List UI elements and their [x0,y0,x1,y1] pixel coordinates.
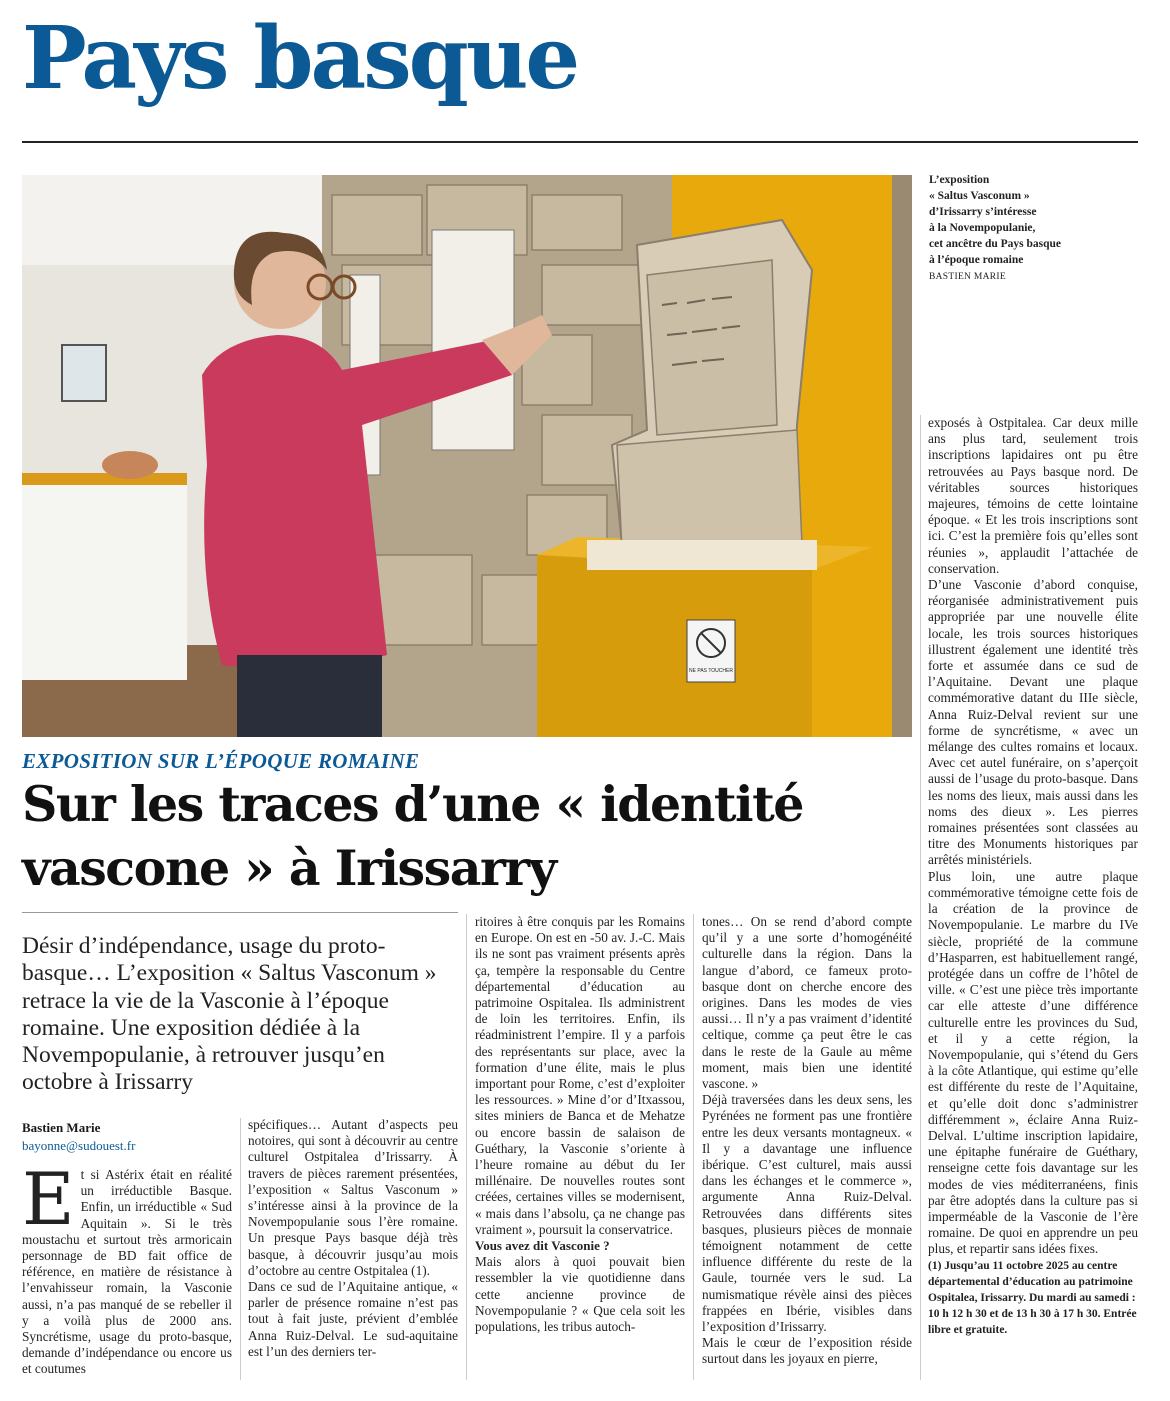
standfirst-rule [22,912,458,913]
byline-author: Bastien Marie [22,1120,101,1135]
no-touch-sign: NE PAS TOUCHER [689,668,733,674]
body-column-4 [702,914,912,1368]
column-divider [920,415,921,1380]
body-paragraph: D’une Vasconie d’abord conquise, réorganisée administrativement puis appropriée par une nouvelle élite locale, les trois sources historiques illustrent également une identité très forte et assumée dans ce sud de l’Aquitaine. Devant une plaque commémorative datant du IIIe siècle, Anna Ruiz-Delval revient sur une forme de syncrétisme, « avec un mélange des cultes romains et locaux. Avec cet autel funéraire, on s’aperçoit aussi de l’usage du proto-basque. Dans les noms des lieux, mais aussi dans les noms des dieux ». Les pierres romaines présentées sont classées au titre des Monuments historiques par arrêtés ministériels. [928,577,1138,868]
column-divider [693,914,694,1380]
body-paragraph: Mais le cœur de l’exposition réside surtout dans les joyaux en pierre, [702,1335,912,1367]
drop-cap: E [22,1157,75,1241]
body-paragraph: exposés à Ostpitalea. Car deux mille ans plus tard, seulement trois inscriptions lapidaires ont pu être retrouvées au Pays basque nord. De véritables sources historiques majeures, témoins de cette lointaine époque. « Et les trois inscriptions sont ici. C’est la première fois qu’elles sont réunies », applaudit l’attachée de conservation. [928,415,1138,576]
practical-info-footnote: (1) Jusqu’au 11 octobre 2025 au centre départemental d’éducation au patrimoine Ospitalea, Irissarry. Du mardi au samedi : 10 h 12 h 30 et de 13 h 30 à 17 h 30. Entrée libre et gratuite. [928,1259,1137,1336]
column-divider [466,914,467,1380]
caption-line: à l’époque romaine [929,254,1024,266]
body-paragraph: t si Astérix était en réalité un irréductible Basque. Enfin, un irréductible « Sud Aquitain ». Si le très moustachu et surtout très armoricain personnage de BD fait office de référence, en matière de résistance à l’envahisseur romain, la Vasconie aussi, n’a pas manqué de se rebeller il y a voilà plus de 2000 ans. Syncrétisme, usage du proto-basque, demande d’indépendance ou encore us et coutumes [22,1167,232,1377]
body-column-2 [248,1117,458,1360]
standfirst: Désir d’indépendance, usage du proto-basque… L’exposition « Saltus Vasconum » retrace la vie de la Vasconie à l’époque romaine. Une exposition dédiée à la Novempopulanie, à retrouver jusqu’en octobre à Irissarry [22,933,437,1096]
body-paragraph: Déjà traversées dans les deux sens, les Pyrénées ne forment pas une frontière entre les deux versants montagneux. « Il y a davantage une influence ibérique. C’est culturel, mais aussi dans les échanges et le commerce », argumente Anna Ruiz-Delval. Retrouvées dans différents sites basques, plusieurs pièces de monnaie témoignent notamment de cette influence différente du reste de la Gaule, tournée vers le sud. La numismatique révèle ainsi des pièces frappées en Ibérie, visibles dans l’exposition d’Irissarry. [702,1092,912,1335]
column-divider [240,1118,241,1380]
body-paragraph: Dans ce sud de l’Aquitaine antique, « parler de présence romaine n’est pas tout à fait juste, prévient d’emblée Anna Ruiz-Delval. Le sud-aquitaine est l’un des derniers ter- [248,1279,458,1359]
caption-line: « Saltus Vasconum » [929,190,1030,202]
section-title: Pays basque [22,8,578,109]
caption-line: L’exposition [929,174,990,186]
body-column-1 [22,1157,232,1378]
headline [22,772,922,900]
headline-line-2: vascone » à Irissarry [22,839,556,897]
body-column-5 [928,415,1138,1338]
header-rule [22,141,1138,143]
body-paragraph: ritoires à être conquis par les Romains en Europe. On est en -50 av. J.-C. Mais ils ne sont pas vraiment présents après ça, tempère la responsable du Centre départemental d’éducation au patrimoine Ospitalea. Ils administrent de loin les territoires. Enfin, ils réadministrent l’empire. Il y a parfois des représentants sur place, avec la formation d’une élite, mais le plus important pour Rome, c’est d’exploiter les ressources. » Mine d’or d’Itxassou, sites miniers de Banca et de Mehatze ou encore bassin de salaison de Guéthary, la Vasconie s’oriente à l’heure romaine au début du Ier millénaire. De nouvelles routes sont créées, certaines villes se modernisent, « mais dans l’absolu, ça ne change pas vraiment », poursuit la conservatrice. [475,914,685,1237]
headline-line-1: Sur les traces d’une « identité [22,775,803,833]
subheading: Vous avez dit Vasconie ? [475,1238,610,1254]
caption-line: à la Novempopulanie, [929,222,1036,234]
byline-email[interactable]: bayonne@sudouest.fr [22,1138,136,1153]
photo-credit: BASTIEN MARIE [929,272,1006,282]
article-photo [22,175,912,737]
body-paragraph: spécifiques… Autant d’aspects peu notoires, qui sont à découvrir au centre culturel Ostpitalea d’Irissarry. À travers de pièces rarement présentées, l’exposition « Saltus Vasconum » s’intéresse ainsi à la province de la Novempopulanie sous l’ère romaine. Un presque Pays basque déjà très basque, à découvrir jusqu’au mois d’octobre au centre Ostpitalea (1). [248,1117,458,1278]
body-paragraph: Mais alors à quoi pouvait bien ressembler la vie quotidienne dans cette ancienne province de Novempopulanie ? « Que cela soit les populations, les tribus autoch- [475,1254,685,1335]
body-column-3 [475,914,685,1335]
photo-caption [929,172,1129,285]
body-paragraph: tones… On se rend d’abord compte qu’il y a une sorte d’homogénéité culturelle dans la région. Dans la langue d’abord, ce fameux proto-basque dont on cherche encore des origines. Dans les modes de vies aussi… Il n’y a pas vraiment d’identité celtique, comme ça peut être le cas dans le reste de la Gaule au même moment, mais bien une identité vascone. » [702,914,912,1092]
body-paragraph: Plus loin, une autre plaque commémorative témoigne cette fois de la création de la province de Novempopulanie. Le marbre du IVe siècle, propriété de la commune d’Hasparren, est habituellement rangé, protégée dans un coffre de l’hôtel de ville. « C’est une pièce très importante car elle atteste d’une différence culturelle entre les provinces du Sud, et il y a cette région, la Novempopulanie, qui s’étend du Gers à la côte Atlantique, qui estime qu’elle est différente du reste de l’Aquitaine, et qu’elle doit donc s’administrer différemment », éclaire Anna Ruiz-Delval. L’ultime inscription lapidaire, une épitaphe funéraire de Guéthary, renseigne cette fois davantage sur les modes de vies méditerranéens, finis par être adoptés dans la culture pas si imperméable de la Vasconie de l’ère romaine. De quoi en apprendre un peu plus, et repartir sans idées fixes. [928,868,1138,1257]
kicker: EXPOSITION SUR L’ÉPOQUE ROMAINE [22,749,420,773]
caption-line: d’Irissarry s’intéresse [929,206,1037,218]
caption-line: cet ancêtre du Pays basque [929,238,1062,250]
